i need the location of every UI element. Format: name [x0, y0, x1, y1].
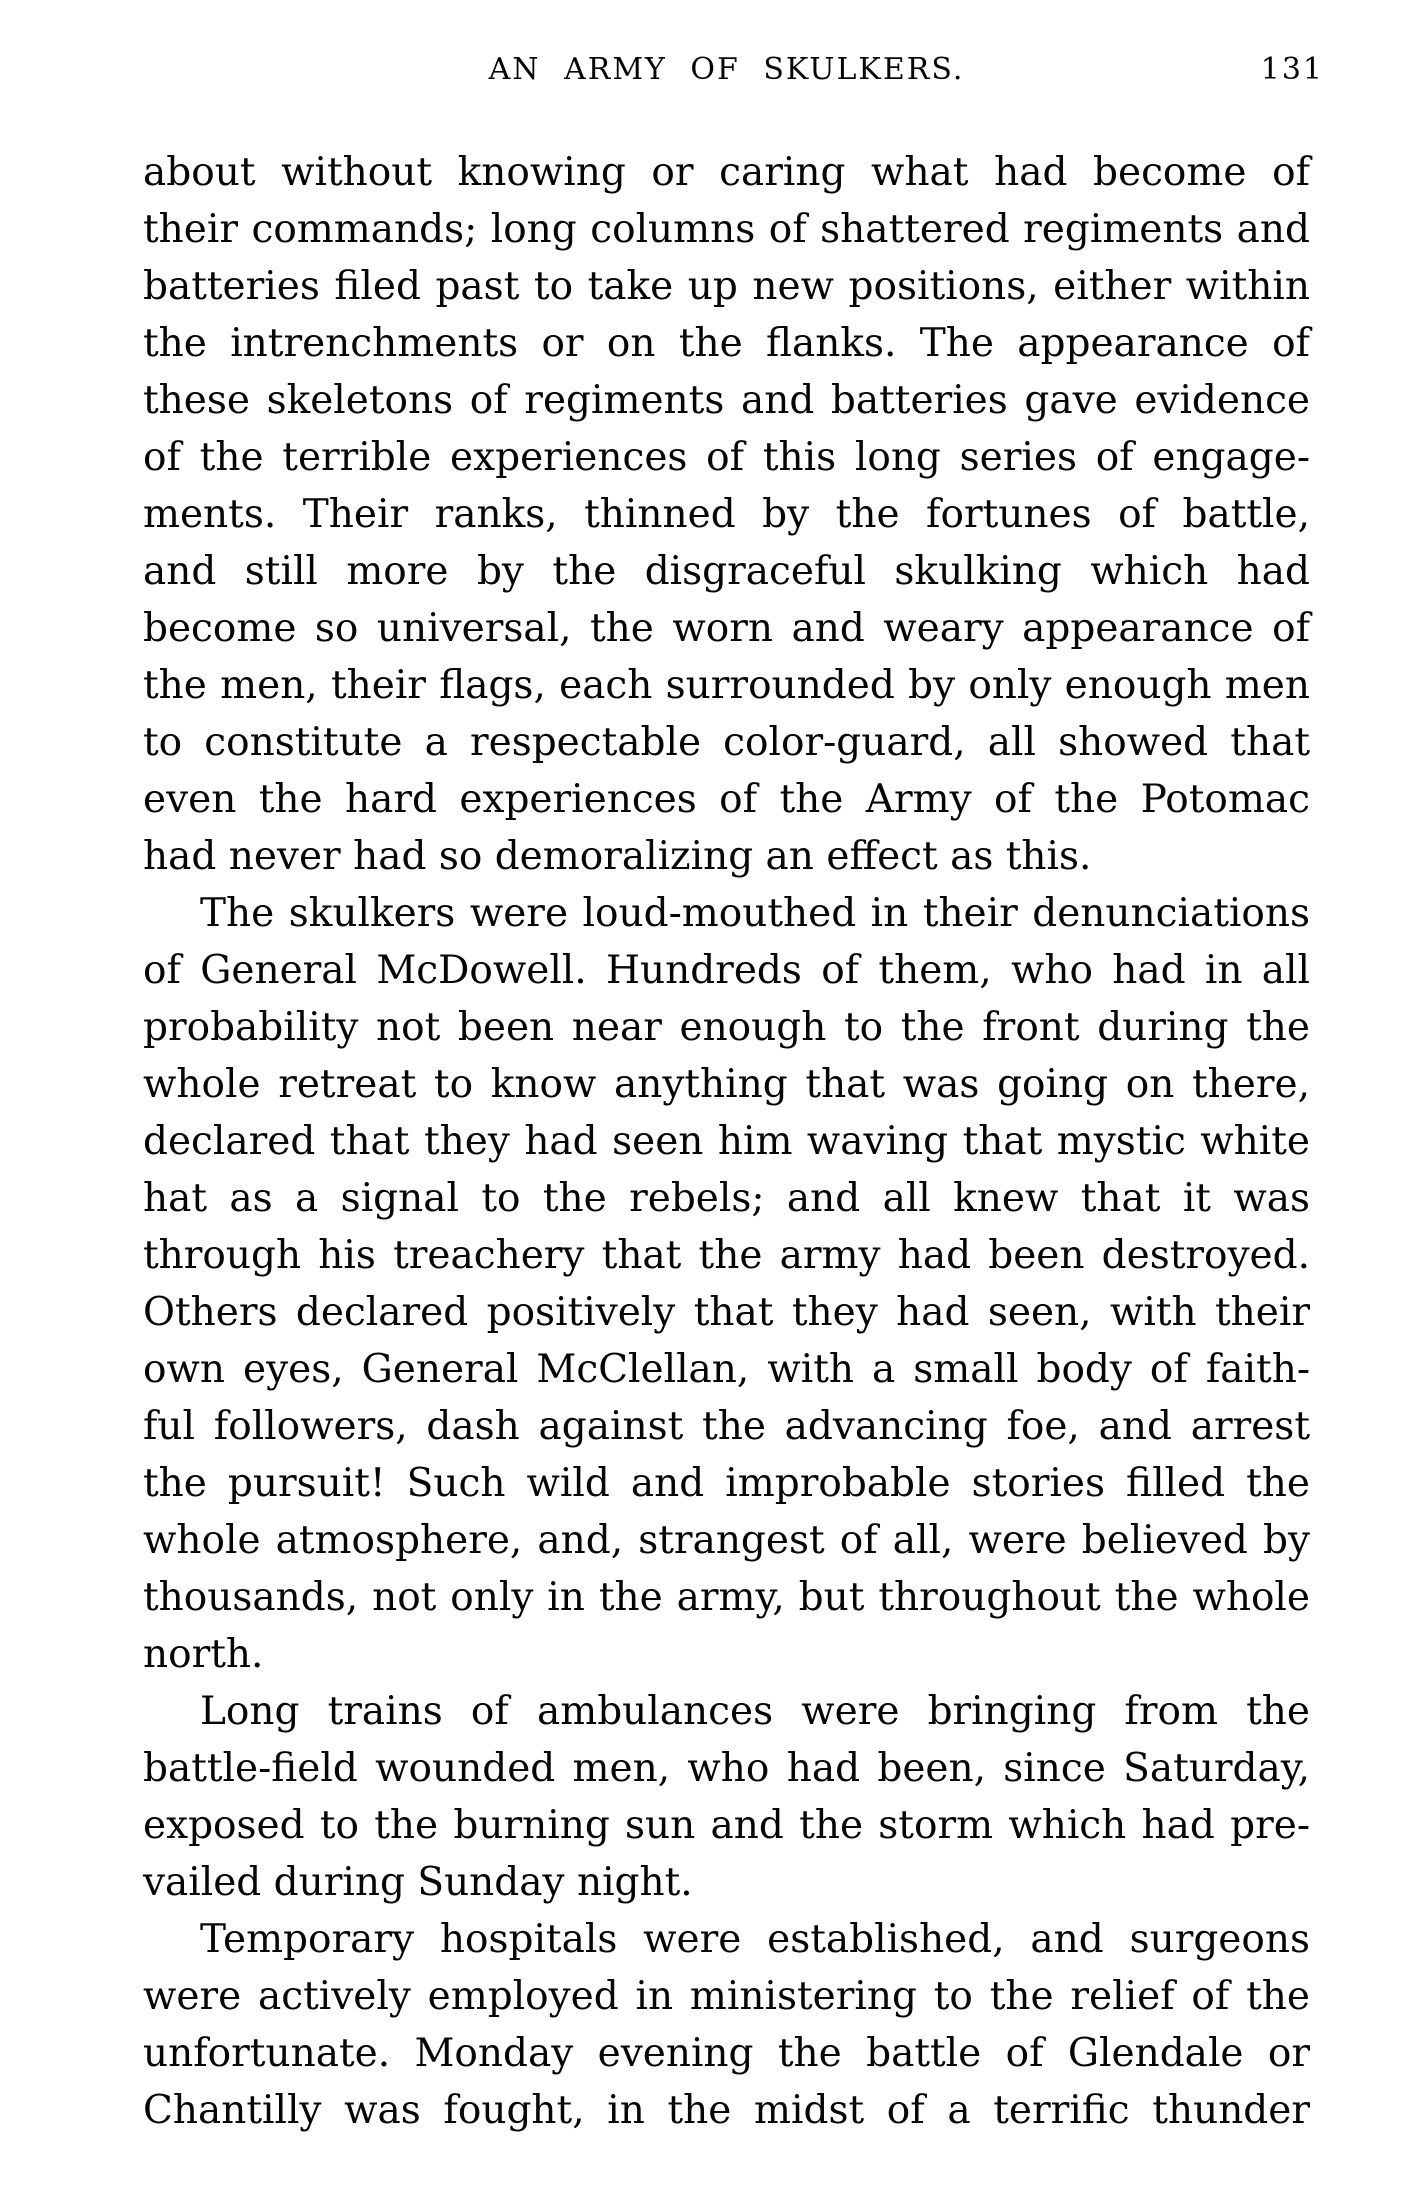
text-line: the intrenchments or on the flanks. The appearance of — [143, 321, 1310, 366]
page-header — [143, 50, 1324, 90]
text-line: become so universal, the worn and weary appearance of — [143, 606, 1310, 651]
page-body — [143, 144, 1310, 2139]
text-line: these skeletons of regiments and batteries gave evidence — [143, 378, 1310, 423]
text-line: and still more by the disgraceful skulking which had — [143, 549, 1310, 594]
text-line: hat as a signal to the rebels; and all knew that it was — [143, 1176, 1310, 1221]
text-line: whole retreat to know anything that was going on there, — [143, 1062, 1310, 1107]
running-head: AN ARMY OF SKULKERS. — [488, 52, 965, 87]
text-line: exposed to the burning sun and the storm which had pre- — [143, 1803, 1310, 1848]
paragraph — [143, 1911, 1310, 2139]
text-line: own eyes, General McClellan, with a small body of faith- — [143, 1347, 1310, 1392]
text-line: ments. Their ranks, thinned by the fortunes of battle, — [143, 492, 1310, 537]
text-line: of General McDowell. Hundreds of them, who had in all — [143, 948, 1310, 993]
paragraph — [143, 144, 1310, 885]
page-number: 131 — [1260, 52, 1324, 87]
text-line: were actively employed in ministering to the relief of the — [143, 1974, 1310, 2019]
text-line: batteries filed past to take up new positions, either within — [143, 264, 1310, 309]
text-line: battle-field wounded men, who had been, since Saturday, — [143, 1746, 1310, 1791]
text-line: the men, their flags, each surrounded by only enough men — [143, 663, 1310, 708]
text-line: the pursuit! Such wild and improbable stories filled the — [143, 1461, 1310, 1506]
text-line: thousands, not only in the army, but throughout the whole — [143, 1575, 1310, 1620]
text-line: of the terrible experiences of this long series of engage- — [143, 435, 1310, 480]
paragraph — [143, 1683, 1310, 1911]
text-line: even the hard experiences of the Army of the Potomac — [143, 777, 1310, 822]
text-line: whole atmosphere, and, strangest of all, were believed by — [143, 1518, 1310, 1563]
text-line: vailed during Sunday night. — [143, 1860, 693, 1905]
text-line: unfortunate. Monday evening the battle of Glendale or — [143, 2031, 1310, 2076]
text-line: north. — [143, 1632, 264, 1677]
text-line: declared that they had seen him waving that mystic white — [143, 1119, 1310, 1164]
text-line: Long trains of ambulances were bringing from the — [200, 1689, 1310, 1734]
text-line: Others declared positively that they had seen, with their — [143, 1290, 1310, 1335]
text-line: probability not been near enough to the front during the — [143, 1005, 1310, 1050]
text-line: The skulkers were loud-mouthed in their denunciations — [200, 891, 1310, 936]
text-line: to constitute a respectable color-guard, all showed that — [143, 720, 1310, 765]
text-line: ful followers, dash against the advancing foe, and arrest — [143, 1404, 1310, 1449]
text-line: Temporary hospitals were established, and surgeons — [200, 1917, 1310, 1962]
paragraph — [143, 885, 1310, 1683]
text-line: had never had so demoralizing an effect as this. — [143, 834, 1092, 879]
text-line: Chantilly was fought, in the midst of a terrific thunder — [143, 2088, 1310, 2133]
text-line: about without knowing or caring what had become of — [143, 150, 1310, 195]
book-page — [143, 0, 1324, 2139]
text-line: through his treachery that the army had been destroyed. — [143, 1233, 1310, 1278]
text-line: their commands; long columns of shattered regiments and — [143, 207, 1310, 252]
